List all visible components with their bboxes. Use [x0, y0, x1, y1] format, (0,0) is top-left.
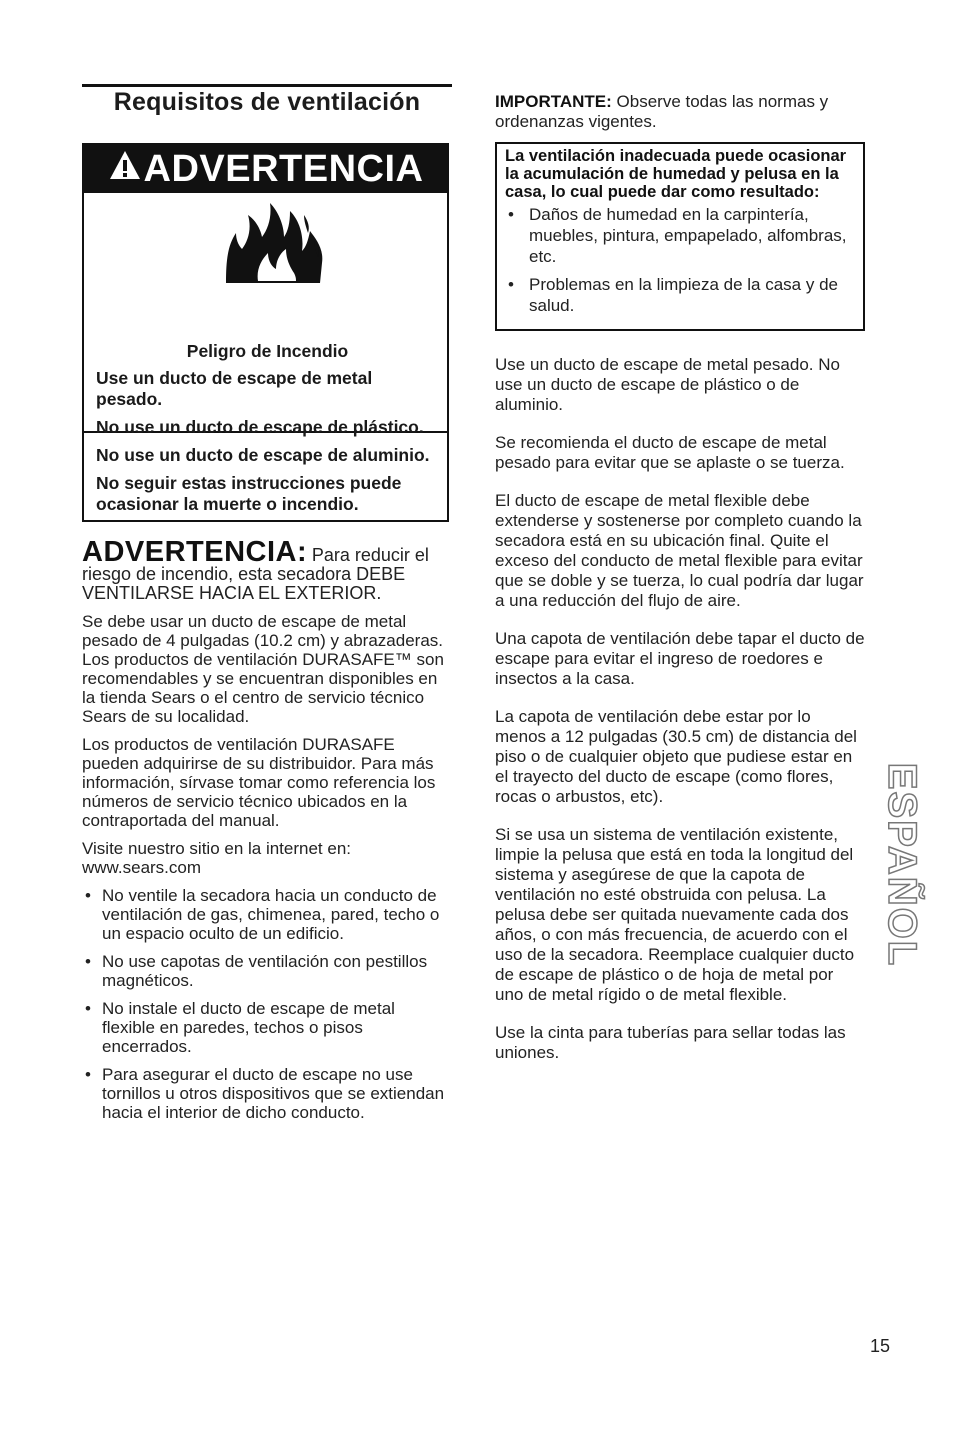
- danger-title: Peligro de Incendio: [186, 341, 349, 361]
- advertencia-heading: ADVERTENCIA:: [82, 536, 308, 568]
- warning-banner-label: ADVERTENCIA: [143, 147, 424, 190]
- paragraph: Una capota de ventilación debe tapar el ducto de escape para evitar el ingreso de roedores e insectos a la casa.: [495, 629, 865, 688]
- warning-line: Use un ducto de escape de metal pesado.: [96, 368, 373, 409]
- fire-hazard-area: [84, 193, 447, 514]
- paragraph: Se debe usar un ducto de escape de metal pesado de 4 pulgadas (10.2 cm) y abrazaderas. Los productos de ventilación DURASAFE™ son recomendables y se encuentran disponibles en la tienda Sears o el centro de servicio técnico Sears de su localidad.: [82, 612, 444, 726]
- list-item: • No ventile la secadora hacia un conducto de ventilación de gas, chimenea, pared, techo o un espacio oculto de un edificio.: [82, 886, 452, 943]
- advertencia-lead: Para reducir el riesgo de incendio, esta secadora DEBE VENTILARSE HACIA EL EXTERIOR.: [82, 545, 429, 603]
- advertencia-statement: [82, 536, 452, 603]
- language-side-tab: [872, 760, 932, 970]
- list-item: • No use capotas de ventilación con pestillos magnéticos.: [82, 952, 452, 990]
- paragraph: La capota de ventilación debe estar por lo menos a 12 pulgadas (30.5 cm) de distancia del piso o de cualquier objeto que pudiese estar en el trayecto del ducto de escape (como flores, rocas o arbustos, etc).: [495, 707, 857, 806]
- paragraph: Use la cinta para tuberías para sellar todas las uniones.: [495, 1023, 846, 1062]
- section-title: Requisitos de ventilación: [113, 88, 421, 116]
- paragraph: Se recomienda el ducto de escape de metal pesado para evitar que se aplaste o se tuerza.: [495, 433, 845, 472]
- instruction-list: [82, 886, 452, 1122]
- warning-line: No seguir estas instrucciones puede ocasionar la muerte o incendio.: [96, 473, 402, 514]
- list-item: • Para asegurar el ducto de escape no use tornillos u otros dispositivos que se extiendan hacia el interior de dicho conducto.: [82, 1065, 452, 1122]
- side-tab-label: ESPAÑOL: [880, 762, 925, 968]
- warning-line: No use un ducto de escape de plástico.: [96, 417, 424, 437]
- warning-line: No use un ducto de escape de aluminio.: [96, 445, 430, 465]
- fire-hazard-icon: [218, 195, 328, 285]
- paragraph: Use un ducto de escape de metal pesado. No use un ducto de escape de plástico o de aluminio.: [495, 355, 840, 414]
- list-item: • Problemas en la limpieza de la casa y de salud.: [505, 274, 855, 316]
- paragraph: Visite nuestro sitio en la internet en: www.sears.com: [82, 839, 352, 877]
- top-rule: [82, 84, 452, 87]
- warning-box: [82, 143, 449, 522]
- right-column: [495, 92, 865, 1081]
- paragraph: Los productos de ventilación DURASAFE pueden adquirirse de su distribuidor. Para más información, sírvase tomar como referencia los números de servicio técnico ubicados en la contraportada del manual.: [82, 735, 436, 830]
- important-text: Observe todas las normas y ordenanzas vigentes.: [495, 92, 829, 131]
- notice-box: [495, 142, 865, 331]
- advertencia-section: [82, 536, 452, 1131]
- warning-banner: [84, 145, 447, 193]
- important-note: [495, 92, 865, 132]
- paragraph: Si se usa un sistema de ventilación existente, limpie la pelusa que está en toda la longitud del sistema y asegúrese de que la capota de ventilación no esté obstruida con pelusa. La pelusa debe ser quitada nuevamente cada dos años, o con más frecuencia, de acuerdo con el uso de la secadora. Reemplace cualquier ducto de escape de plástico o de hoja de metal por uno de metal rígido o de metal flexible.: [495, 825, 855, 1004]
- notice-list: [505, 204, 855, 316]
- list-item: • Daños de humedad en la carpintería, muebles, pintura, empapelado, alfombras, etc.: [505, 204, 855, 267]
- paragraph: El ducto de escape de metal flexible debe extenderse y sostenerse por completo cuando la secadora está en su ubicación final. Quite el exceso del conducto de metal flexible para evitar que se doble y se tuerza, lo cual podría dar lugar a una reducción del flujo de aire.: [495, 491, 864, 610]
- list-item: • No instale el ducto de escape de metal flexible en paredes, techos o pisos encerrados.: [82, 999, 452, 1056]
- important-label: IMPORTANTE:: [495, 92, 612, 111]
- warning-triangle-icon: [108, 148, 142, 191]
- notice-heading: La ventilación inadecuada puede ocasionar la acumulación de humedad y pelusa en la casa, lo cual puede dar como resultado:: [505, 147, 847, 201]
- warning-text: [96, 341, 439, 522]
- page-number: 15: [869, 1336, 890, 1356]
